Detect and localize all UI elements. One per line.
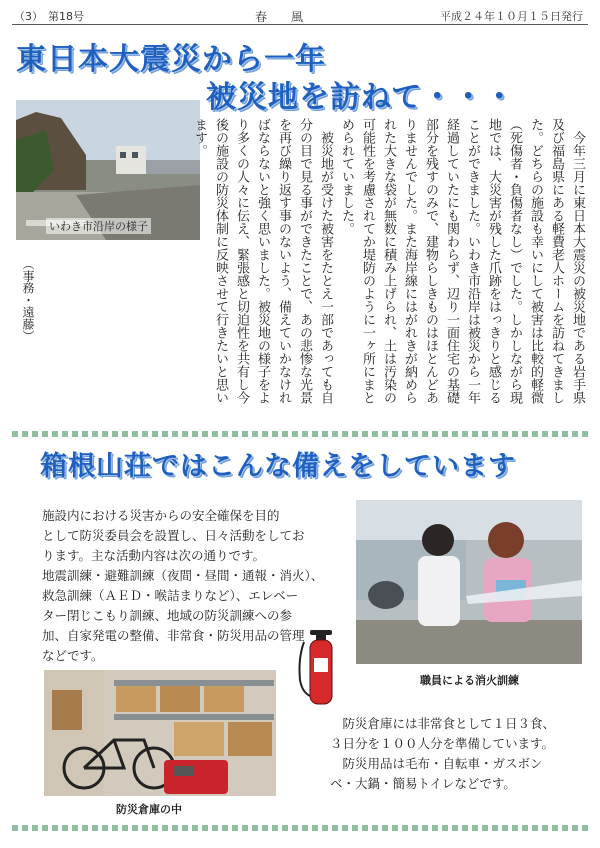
article2-headline: 箱根山荘ではこんな備えをしています (40, 451, 516, 482)
coast-photo (16, 100, 200, 240)
intro-line: として防災委員会を設置し、日々活動をしてお (42, 528, 305, 543)
intro-line: 地震訓練・避難訓練（夜間・昼間・通報・消火）、 (42, 568, 324, 583)
fire-extinguisher-icon (296, 628, 342, 708)
article1-paragraph1: 今年三月に東日本大震災の被災地である岩手県及び福島県にある軽費老人ホームを訪ねてきました。どちらの施設も幸いにして被害は比較的軽微（死傷者・負傷者なし）でした。しかしながら現地では、大災害が残した爪跡をはっきりと感じることができました。いわき市沿岸は被災から一年経過していたにも関わらず、辺り一面住宅の基礎部分を残すのみで、建物らしきものはほとんどありませんでした。また海岸線にはがれきが納められた大きな袋が無数に積み上げられ、土は汚染の可能性を考慮されてか堤防のように一ヶ所にまとめられていました。 (339, 118, 585, 404)
intro-line: 加、自家発電の整備、非常食・防災用品の管理 (42, 628, 305, 643)
storage-line: 防災用品は毛布・自転車・ガスボン (342, 756, 543, 771)
article1-headline-line1: 東日本大震災から一年 (16, 42, 326, 77)
section-divider (12, 431, 588, 437)
intro-line: 施設内における災害からの安全確保を目的 (42, 508, 280, 523)
storage-line: ３日分を１００人分を準備しています。 (330, 736, 555, 751)
intro-line: ター閉じこもり訓練、地域の防災訓練への参 (42, 608, 293, 623)
coast-photo-caption: いわき市沿岸の様子 (46, 218, 151, 234)
storage-line: 防災倉庫には非常食として１日３食、 (342, 716, 556, 731)
footer-divider (12, 825, 588, 831)
article1-signature: （事務・遠藤） (21, 258, 35, 342)
storage-room-photo (44, 670, 276, 796)
newsletter-title: 春 風 (255, 10, 304, 24)
issue-number: 第18号 (48, 10, 84, 23)
intro-line: 救急訓練（ＡＥＤ・喉詰まりなど）、エレベー (42, 588, 299, 603)
fire-drill-photo (356, 500, 582, 664)
header-divider (12, 24, 588, 25)
intro-line: などです。 (42, 648, 104, 663)
article1-headline-line2: 被災地を訪ねて・・・ (206, 80, 516, 115)
fire-drill-caption: 職員による消火訓練 (420, 674, 519, 687)
page-number: （3） (14, 10, 43, 23)
storage-description (330, 714, 590, 794)
storage-line: ベ・大鍋・簡易トイレなどです。 (330, 776, 516, 791)
intro-line: ります。主な活動内容は次の通りです。 (42, 548, 266, 563)
article1-body (192, 118, 588, 410)
issue-date: 平成２４年１０月１５日発行 (440, 10, 583, 23)
article1-paragraph2: 被災地が受けた被害をたとえ一部であっても自分の目で見る事ができたことで、あの悲惨な光景を再び繰り返す事のないよう、備えていかなければならないと強く思いました。被災地の様子をより多くの人々に伝え、緊張感と切迫性を共有し今後の施設の防災体制に反映させて行きたいと思います。 (192, 118, 333, 404)
storage-room-caption: 防災倉庫の中 (116, 803, 182, 816)
